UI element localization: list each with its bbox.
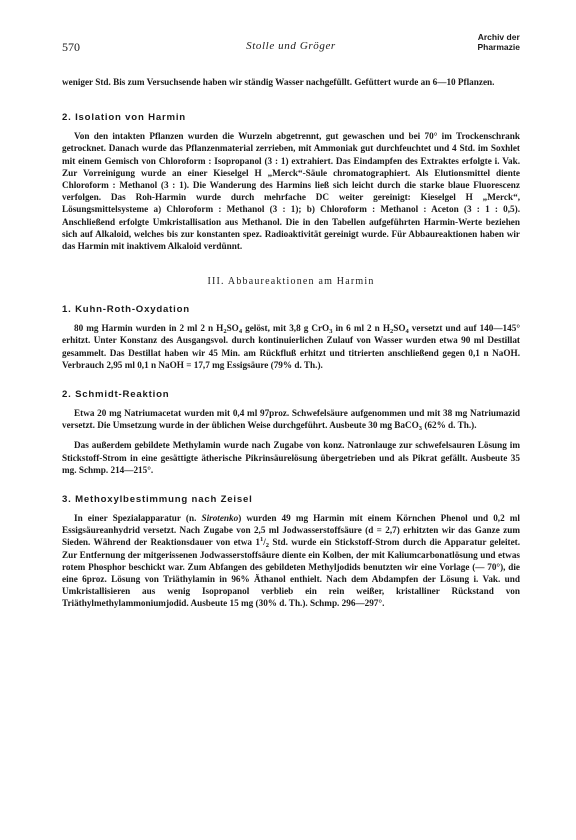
section-heading-isolation: 2. Isolation von Harmin — [62, 112, 186, 124]
subsection-heading-kuhn-roth: 1. Kuhn-Roth-Oxydation — [62, 304, 190, 316]
section-heading-abbaureaktionen: III. Abbaureaktionen am Harmin — [207, 276, 375, 288]
journal-name-line1: Archiv der — [477, 32, 520, 42]
page-header — [62, 30, 520, 64]
journal-name — [477, 32, 520, 52]
intro-paragraph: weniger Std. Bis zum Versuchsende haben wir ständig Wasser nachgefüllt. Gefüttert wurde an 6—10 Pflanzen. — [62, 77, 495, 87]
page-body — [62, 76, 520, 610]
journal-name-line2: Pharmazie — [477, 42, 520, 52]
schmidt-paragraph-1: Etwa 20 mg Natriumacetat wurden mit 0,4 ml 97proz. Schwefelsäure aufgenommen und mit 38 mg Natriumazid versetzt. Die Umsetzung wurde in der üblichen Weise durchgeführt. Ausbeute 30 mg BaCO$_3$ (62% d. Th.). — [62, 408, 520, 433]
schmidt-paragraph-2: Das außerdem gebildete Methylamin wurde nach Zugabe von konz. Natronlauge zur schwefelsauren Lösung im Stickstoff-Strom in eine gesättigte ätherische Pikrinsäurelösung übergetrieben und als Pikrat gefällt. Ausbeute 35 mg. Schmp. 214—215°. — [62, 440, 520, 475]
page-number: 570 — [62, 40, 80, 54]
zeisel-paragraph: In einer Spezialapparatur (n. Sirotenko) wurden 49 mg Harmin mit einem Körnchen Phenol und 0,2 ml Essigsäureanhydrid versetzt. Nach Zugabe von 2,5 ml Jodwasserstoffsäure (d = 2,7) erhitzten wir das Ganze zum Sieden. Während der Reaktionsdauer von etwa $1^1/_2$ Std. wurde ein Stickstoff-Strom durch die Apparatur geleitet. Zur Entfernung der mitgerissenen Jodwasserstoffsäure diente ein Kolben, der mit Kaliumcarbonatlösung und etwas rotem Phosphor beschickt war. Zum Abfangen des gebildeten Methyljodids benutzten wir eine Vorlage (— 70°), die eine 6proz. Lösung von Triäthylamin in 96% Äthanol enthielt. Nach dem Abdampfen der Lösung i. Vak. und Umkristallisieren aus wenig Isopropanol verblieb ein rein weißer, kristalliner Rückstand von Triäthylmethylammoniumjodid. Ausbeute 15 mg (30% d. Th.). Schmp. 296—297°. — [62, 513, 520, 609]
section-kuhn-roth — [62, 304, 520, 371]
section-isolation — [62, 112, 520, 252]
subsection-heading-zeisel: 3. Methoxylbestimmung nach Zeisel — [62, 494, 253, 506]
section-schmidt — [62, 389, 520, 476]
running-title: Stolle und Gröger — [246, 40, 336, 52]
kuhn-roth-paragraph: 80 mg Harmin wurden in 2 ml 2 n $H_2SO_4$ gelöst, mit 3,8 g CrO$_3$ in 6 ml 2 n $H_2SO_4$ versetzt und auf 140—145° erhitzt. Unter Konstanz des Ausgangsvol. durch kontinuierlichen Zulauf von Wasser wurden etwa 90 ml Destillat gesammelt. Das Destillat haben wir 45 Min. am Rückfluß erhitzt und titrierten anschließend gegen 0,1 n NaOH. Verbrauch 2,95 ml 0,1 n NaOH = 17,7 mg Essigsäure (79% d. Th.). — [62, 323, 521, 370]
subsection-heading-schmidt: 2. Schmidt-Reaktion — [62, 389, 170, 401]
section-zeisel — [62, 494, 520, 610]
isolation-paragraph: Von den intakten Pflanzen wurden die Wurzeln abgetrennt, gut gewaschen und bei 70° im Trockenschrank getrocknet. Danach wurde das Pflanzenmaterial zerrieben, mit Ammoniak gut durchfeuchtet und 4 Std. im Soxhlet mit einem Gemisch von Chloroform : Isopropanol (3 : 1) extrahiert. Das Eindampfen des Extraktes erfolgte i. Vak. Zur Vorreinigung wurde an einer Kieselgel H „Merck“-Säule chromatographiert. Als Elutionsmittel diente Chloroform : Methanol (3 : 1). Die Wanderung des Harmins ließ sich leicht durch die starke blaue Fluorescenz verfolgen. Das Roh-Harmin wurde durch mehrfache DC weiter gereinigt: Kieselgel H „Merck“, Lösungsmittelsysteme a) Chloroform : Methanol (3 : 1); b) Chloroform : Methanol : Aceton (3 : 1 : 0,5). Anschließend erfolgte Umkristallisation aus Methanol. Die in den Tabellen aufgeführten Harmin-Werte beziehen sich auf Alkaloid, welches bis zur konstanten spez. Radioaktivität gereinigt wurde. Für Abbaureaktionen haben wir das Harmin mit inaktivem Alkaloid verdünnt. — [62, 131, 520, 252]
